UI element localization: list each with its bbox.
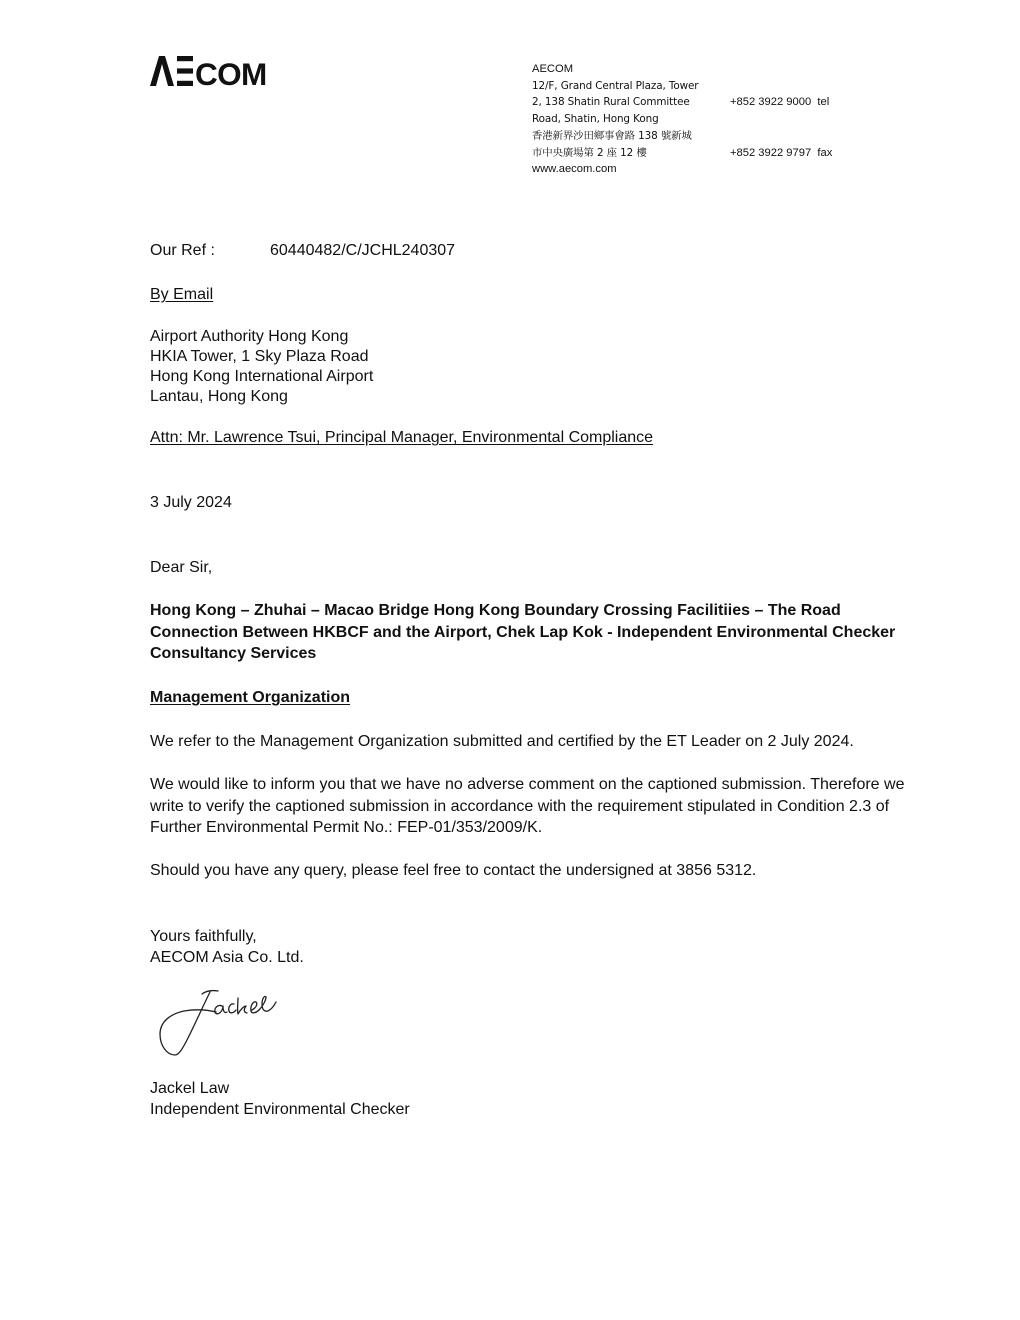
delivery-method: By Email [150,286,214,303]
company-address [532,61,722,178]
signatory-name: Jackel Law [150,1080,230,1097]
aecom-logo [150,56,267,92]
company-name: AECOM Asia Co. Ltd. [150,949,304,966]
svg-text:COM: COM [195,56,267,92]
body-paragraph: We refer to the Management Organization submitted and certified by the ET Leader on 2 July 2024. [150,733,854,750]
address-line: 香港新界沙田鄉事會路 138 號新城 [532,129,692,142]
address-line: Road, Shatin, Hong Kong [532,113,659,126]
closing-phrase: Yours faithfully, [150,928,257,945]
company-contact [730,61,832,178]
address-line: AECOM [532,63,574,75]
recipient-line: HKIA Tower, 1 Sky Plaza Road [150,348,369,365]
body-paragraph: Should you have any query, please feel free to contact the undersigned at 3856 5312. [150,862,757,879]
attention-line: Attn: Mr. Lawrence Tsui, Principal Manager, Environmental Compliance [150,429,654,446]
letter-subject: Hong Kong – Zhuhai – Macao Bridge Hong Kong Boundary Crossing Facilitiies – The Road Connection Between HKBCF and the Airport, Chek Lap Kok - Independent Environmental Checker Consultancy Services [150,602,896,662]
handwritten-signature [152,984,287,1062]
signatory-title: Independent Environmental Checker [150,1101,410,1118]
recipient-line: Lantau, Hong Kong [150,388,288,405]
phone-number: +852 3922 9000 tel [730,96,830,109]
address-line: 12/F, Grand Central Plaza, Tower [532,79,699,92]
fax-number: +852 3922 9797 fax [730,146,833,159]
reference-label: Our Ref : [150,242,215,259]
address-line: 2, 138 Shatin Rural Committee [532,96,690,109]
body-paragraph: We would like to inform you that we have no adverse comment on the captioned submission. Therefore we write to verify the captioned submission in accordance with the requirement stipulated in Condition 2.3 of Further Environmental Permit No.: FEP-01/353/2009/K. [150,776,905,836]
salutation: Dear Sir, [150,559,213,576]
recipient-line: Hong Kong International Airport [150,368,374,385]
reference-value: 60440482/C/JCHL240307 [270,242,456,259]
letter-date: 3 July 2024 [150,494,232,511]
recipient-line: Airport Authority Hong Kong [150,328,349,345]
address-line: 市中央廣場第 2 座 12 樓 [532,146,647,159]
section-heading: Management Organization [150,689,351,706]
website-link[interactable]: www.aecom.com [532,163,617,176]
